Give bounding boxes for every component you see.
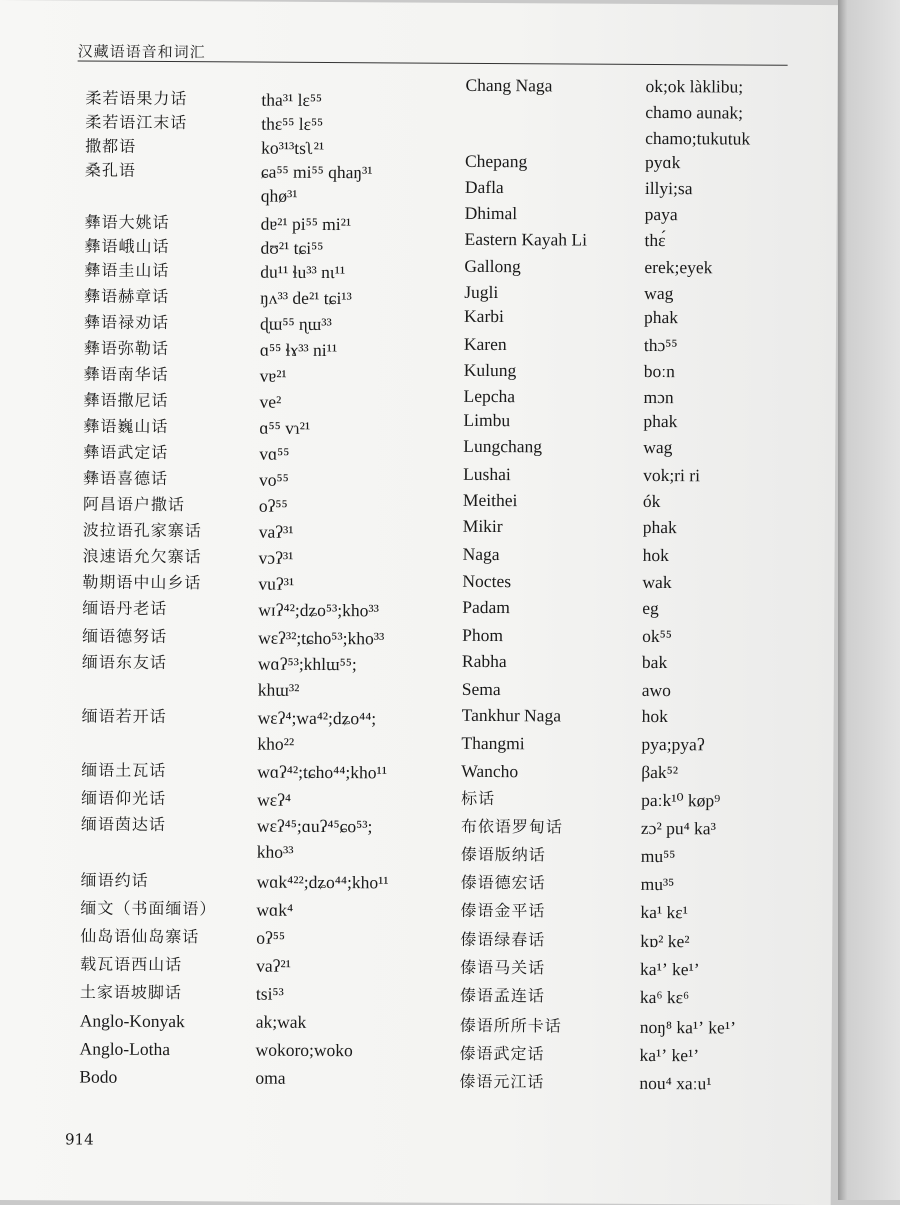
language-name: 缅语茵达话	[80, 814, 167, 835]
language-name: 傣语武定话	[459, 1043, 545, 1064]
language-name: Wancho	[461, 760, 519, 782]
word-form: chamo;tukutuk	[645, 128, 751, 149]
language-name: 阿昌语户撒话	[82, 494, 185, 515]
word-form: ka¹ʼ ke¹ʼ	[640, 958, 700, 979]
word-form: vuʔ³¹	[258, 573, 295, 594]
language-name: Karen	[463, 333, 507, 354]
header-rule	[78, 60, 788, 65]
language-name: Eastern Kayah Li	[464, 229, 588, 251]
language-name: 土家语坡脚话	[79, 982, 183, 1003]
word-form: phak	[643, 410, 678, 432]
language-name: 傣语金平话	[460, 901, 546, 921]
language-name: 彝语武定话	[83, 442, 169, 463]
word-form: ka⁶ kɛ⁶	[639, 986, 690, 1007]
page-gutter-shadow	[838, 0, 900, 1200]
word-form: wɑk⁴	[256, 899, 294, 920]
language-name: Anglo-Konyak	[79, 1010, 185, 1032]
language-name: Meithei	[462, 490, 518, 511]
word-form: pya;pyaʔ	[641, 733, 705, 755]
language-name: 载瓦语西山话	[80, 954, 183, 975]
language-name: 缅语土瓦话	[81, 760, 167, 781]
language-name: 彝语喜德话	[83, 468, 169, 489]
language-name: 标话	[461, 788, 496, 809]
language-name: 缅语若开话	[81, 706, 167, 727]
language-name: Dafla	[464, 177, 504, 198]
word-form: oʔ⁵⁵	[256, 927, 286, 948]
word-form: awo	[641, 679, 672, 700]
language-name: 缅语约话	[80, 870, 149, 890]
language-name: Kulung	[463, 359, 517, 381]
language-name: Dhimal	[464, 203, 518, 224]
language-name: 撒都语	[85, 136, 137, 156]
word-form: wɑk⁴²²;dʑo⁴⁴;kho¹¹	[256, 871, 389, 893]
word-form: ok⁵⁵	[642, 625, 672, 646]
language-name: 布依语罗甸话	[460, 817, 564, 837]
language-name: Lungchang	[463, 435, 543, 457]
word-form: oma	[255, 1067, 286, 1088]
word-form: erek;eyek	[644, 256, 713, 277]
word-form: vɐ²¹	[259, 365, 287, 386]
language-name: Thangmi	[461, 732, 525, 754]
word-form: paya	[644, 204, 678, 225]
word-form: ɑ⁵⁵ vɿ²¹	[259, 417, 311, 438]
language-name: 勒期语中山乡话	[82, 572, 202, 593]
word-form: ka¹ʼ ke¹ʼ	[639, 1044, 700, 1066]
language-name: 彝语禄劝话	[83, 312, 170, 333]
word-form: bak	[641, 651, 668, 672]
word-form: vo⁵⁵	[259, 469, 289, 490]
word-form: βak⁵²	[641, 762, 679, 783]
language-name: 傣语孟连话	[459, 985, 546, 1006]
word-form: pyɑk	[644, 152, 681, 173]
language-name: 波拉语孔家寨话	[82, 520, 202, 541]
word-form: mu³⁵	[640, 874, 675, 895]
word-form: phak	[644, 306, 679, 327]
language-name: Chepang	[464, 151, 528, 172]
word-form: vɑ⁵⁵	[259, 443, 290, 464]
language-name: 柔若语果力话	[85, 88, 188, 109]
language-name: 柔若语江末话	[85, 112, 188, 133]
word-form: ve²	[259, 391, 282, 412]
language-name: 彝语南华话	[83, 364, 169, 385]
language-name: Naga	[462, 544, 500, 565]
language-name: Gallong	[464, 255, 521, 276]
word-form: phak	[642, 517, 677, 538]
language-name: 缅语仰光话	[81, 788, 167, 809]
language-name: 彝语巍山话	[83, 416, 169, 437]
word-form: ŋʌ³³ de²¹ tɕi¹³	[260, 287, 352, 309]
language-name: 缅语东友话	[81, 652, 168, 673]
word-form: hok	[641, 705, 668, 726]
language-name: 彝语赫章话	[84, 286, 170, 307]
word-form: hok	[642, 545, 669, 566]
language-name: 傣语绿春话	[460, 929, 546, 949]
word-form: vaʔ³¹	[258, 521, 294, 542]
word-form: wɑʔ⁴²;tɕho⁴⁴;kho¹¹	[257, 761, 388, 783]
word-form: eg	[642, 597, 659, 618]
word-form: tha³¹ lɛ⁵⁵	[261, 89, 323, 110]
language-name: Karbi	[464, 305, 505, 326]
language-name: Bodo	[79, 1066, 118, 1087]
word-form: ka¹ kɛ¹	[640, 902, 688, 923]
word-form: oʔ⁵⁵	[258, 495, 288, 516]
word-form: ɑ⁵⁵ ɬɤ³³ ni¹¹	[259, 339, 338, 361]
language-name: Phom	[462, 624, 504, 645]
word-form: ko³¹³tsʅ²¹	[261, 137, 325, 158]
word-form: wag	[644, 282, 674, 303]
language-name: 傣语版纳话	[460, 845, 546, 865]
running-header: 汉藏语语音和词汇	[77, 42, 206, 62]
language-name: 傣语所所卡话	[459, 1015, 562, 1036]
language-name: 彝语弥勒话	[83, 338, 169, 359]
language-name: Chang Naga	[465, 74, 553, 96]
word-form: vok;ri ri	[643, 465, 701, 486]
word-form: ɖɯ⁵⁵ ɳɯ³³	[259, 313, 332, 335]
word-form: thɛ́	[644, 230, 666, 251]
word-form: thɛ⁵⁵ lɛ⁵⁵	[261, 113, 324, 134]
word-form: illyi;sa	[644, 178, 693, 199]
word-form: dʊ²¹ tɕi⁵⁵	[260, 237, 324, 258]
language-name: Limbu	[463, 409, 511, 431]
word-form: vɔʔ³¹	[258, 547, 294, 568]
word-form: wɛʔ³²;tɕho⁵³;kho³³	[258, 627, 385, 649]
word-form: ɕa⁵⁵ mi⁵⁵ qhaŋ³¹	[260, 161, 373, 183]
word-form: mu⁵⁵	[640, 846, 676, 867]
word-form: khɯ³²	[257, 679, 300, 700]
word-form: nou⁴ xaːu¹	[639, 1072, 712, 1094]
language-name: Anglo-Lotha	[79, 1038, 171, 1060]
word-form: kho³³	[256, 841, 294, 862]
language-name: 傣语元江话	[459, 1071, 545, 1092]
word-form: thɔ⁵⁵	[643, 334, 678, 355]
language-name: 浪速语允欠寨话	[82, 546, 202, 567]
word-form: chamo aunak;	[645, 102, 744, 123]
word-form: wag	[643, 437, 673, 458]
word-form: wokoro;woko	[255, 1039, 353, 1061]
word-form: vaʔ²¹	[256, 955, 291, 976]
language-name: Tankhur Naga	[461, 704, 562, 726]
word-form: dɐ²¹ pi⁵⁵ mi²¹	[260, 213, 352, 235]
language-name: 傣语德宏话	[460, 873, 546, 893]
word-form: wak	[642, 571, 672, 592]
word-form: wɑʔ⁵³;khlɯ⁵⁵;	[257, 653, 357, 675]
word-form: qhø³¹	[260, 185, 298, 206]
page-number: 914	[64, 1130, 94, 1149]
word-form: wɛʔ⁴;wa⁴²;dʑo⁴⁴;	[257, 707, 377, 729]
word-form: wɛʔ⁴⁵;ɑuʔ⁴⁵ɕo⁵³;	[256, 815, 373, 837]
language-name: 彝语大姚话	[84, 212, 170, 233]
language-name: Padam	[462, 596, 511, 617]
word-form: kɒ² ke²	[640, 930, 690, 951]
language-name: 缅文（书面缅语）	[80, 898, 217, 919]
language-name: Rabha	[461, 650, 507, 671]
language-name: 缅语丹老话	[82, 598, 168, 619]
language-name: 彝语撒尼话	[83, 390, 169, 411]
language-name: 彝语圭山话	[84, 260, 170, 281]
word-form: ak;wak	[255, 1011, 307, 1032]
word-form: boːn	[643, 360, 675, 382]
language-name: Mikir	[462, 516, 503, 537]
word-form: ok;ok làklibu;	[645, 75, 744, 97]
word-form: noŋ⁸ ka¹ʼ ke¹ʼ	[639, 1016, 737, 1038]
language-name: Jugli	[464, 281, 499, 302]
word-form: du¹¹ ɬu³³ nɩ¹¹	[260, 261, 346, 283]
language-name: 缅语德努话	[82, 626, 168, 647]
language-name: 桑孔语	[84, 160, 137, 180]
language-name: 仙岛语仙岛寨话	[80, 926, 200, 947]
language-name: Noctes	[462, 570, 512, 591]
word-form: wɛʔ⁴	[257, 789, 292, 810]
language-name: Sema	[461, 678, 501, 699]
word-form: ók	[642, 491, 661, 512]
word-form: paːk¹⁰ køp⁹	[641, 790, 721, 811]
word-form: wɪʔ⁴²;dʑo⁵³;kho³³	[258, 599, 379, 621]
word-form: zɔ² pu⁴ ka³	[640, 818, 716, 839]
word-form: mɔn	[643, 386, 674, 408]
word-form: kho²²	[257, 733, 295, 754]
language-name: Lepcha	[463, 385, 516, 407]
language-name: 傣语马关话	[460, 957, 546, 977]
language-name: 彝语峨山话	[84, 236, 170, 257]
language-name: Lushai	[463, 464, 511, 485]
word-form: tsi⁵³	[255, 983, 284, 1004]
